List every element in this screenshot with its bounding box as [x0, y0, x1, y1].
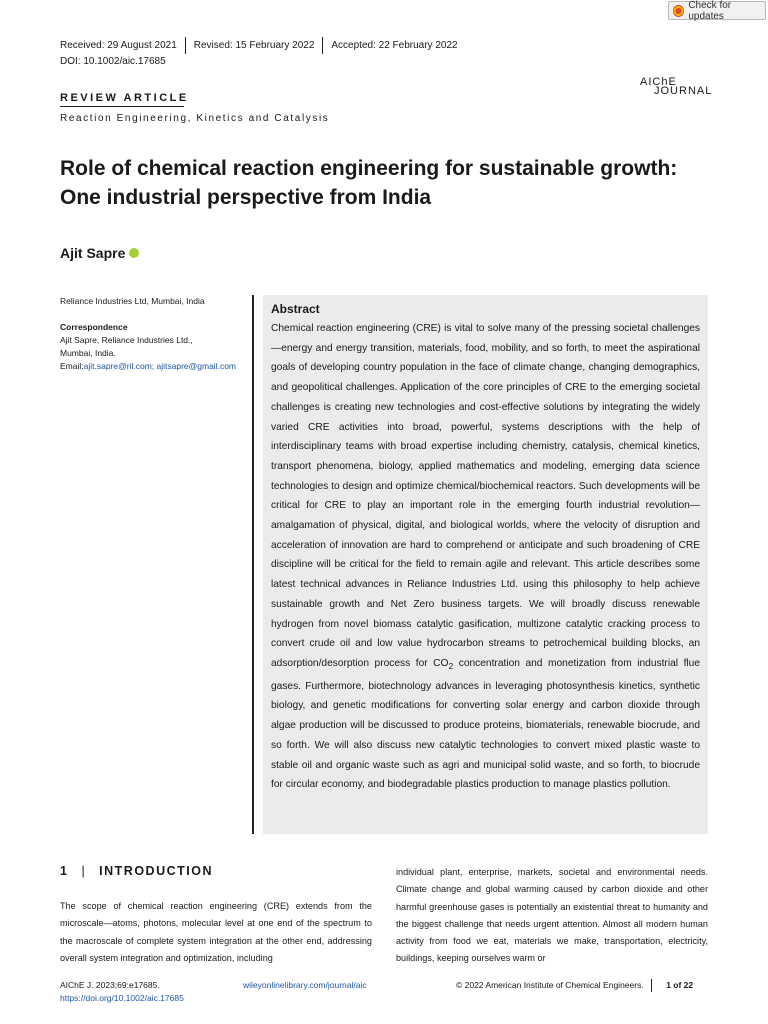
check-for-updates-button[interactable] [668, 1, 766, 20]
co2-subscript: 2 [448, 660, 454, 671]
section-number: 1 [60, 864, 69, 878]
email-link-2[interactable]: ajitsapre@gmail.com [156, 361, 237, 371]
abstract-heading: Abstract [271, 302, 320, 316]
footer-doi-link[interactable]: https://doi.org/10.1002/aic.17685 [60, 993, 184, 1003]
footer-copyright: © 2022 American Institute of Chemical Engineers. [456, 980, 644, 990]
footer-citation: AIChE J. 2023;69:e17685. [60, 980, 160, 990]
correspondence-line-1: Ajit Sapre, Reliance Industries Ltd., [60, 335, 193, 345]
logo-line-1: AIChE [640, 76, 677, 88]
journal-logo [640, 78, 712, 96]
accepted-date: Accepted: 22 February 2022 [331, 40, 458, 51]
email-label: Email: [60, 361, 84, 371]
journal-section: Reaction Engineering, Kinetics and Catalysis [60, 113, 330, 124]
email-link-1[interactable]: ajit.sapre@ril.com [83, 361, 152, 371]
check-for-updates-label: Check for updates [688, 0, 732, 22]
doi: DOI: 10.1002/aic.17685 [60, 56, 166, 67]
correspondence-email [60, 360, 250, 373]
abstract-text-part-2: concentration and monetization from industrial flue gases. Furthermore, biotechnology advances in leveraging photosynthesis kinetics, synthetic biology, and genetic modifications for converting solar energy and carbon dioxide through algae production will be discussed to produce proteins, biomaterials, renewable biocrude, and so forth. We will also discuss new catalytic technologies to convert mixed plastic waste to stable oil and organic waste such as agri and municipal solid waste, and so forth, to biocrude for circular economy, and biodegradable plastics production to manage plastics pollution. [271, 657, 700, 791]
abstract-text [271, 319, 700, 795]
author-name[interactable]: Ajit Sapre [60, 245, 126, 261]
crossmark-icon [673, 5, 684, 17]
revised-date: Revised: 15 February 2022 [193, 40, 315, 51]
date-divider [185, 37, 186, 54]
correspondence-line-2: Mumbai, India. [60, 348, 116, 358]
abstract-text-part-1: Chemical reaction engineering (CRE) is vital to solve many of the pressing societal challenges—energy and energy transition, materials, food, mobility, and so forth, to meet the aspirational goals of developing country population in the face of climate change, changing demographics, and geopolitical challenges. Application of the core principles of CRE to the emerging societal challenges is creating new technologies and cost-effective solutions by integrating the widely varied CRE activities into broad, powerful, systems descriptions with the help of interdisciplinary teams with broad expertise including chemistry, catalysis, chemical kinetics, transport phenomena, biology, applied mathematics and modeling, emerging data science technologies to design and optimize chemical/biochemical reactors. Such developments will be critical for CRE to play an important role in the emerging fourth industrial revolution—amalgamation of physical, digital, and biological worlds, where the velocity of disruption and acceleration of innovation are hard to comprehend or anticipate and such broadening of CRE discipline will be critical for the field to remain agile and relevant. This article describes some latest technical advances in Reliance Industries Ltd. using this philosophy to help achieve sustainable growth and Net Zero business targets. We will broadly discuss renewable hydrogen from novel biomass catalytic gasification, multizone catalytic cracking process to convert crude oil and low value hydrocarbon streams to petrochemical building blocks, an adsorption/desorption process for CO [271, 323, 700, 669]
footer-divider [651, 979, 653, 992]
date-divider [322, 37, 323, 54]
page-number: 1 of 22 [666, 980, 694, 990]
intro-left-column: The scope of chemical reaction engineering (CRE) extends from the microscale—atoms, photons, molecular level at one end of the spectrum to the macroscale of complete system integration at the other end, addressing overall system integration and optimization, including [60, 901, 372, 963]
orcid-icon[interactable] [129, 248, 139, 258]
footer-citation-block [60, 979, 184, 1005]
section-divider: | [81, 864, 87, 878]
correspondence-block [60, 321, 250, 373]
intro-right-column: individual plant, enterprise, markets, societal and environmental needs. Climate change and global warming caused by carbon dioxide and other harmful greenhouse gases is potentially an existential threat to humanity and the biggest challenge that needs urgent attention. Almost all modern human activity from food we eat, materials we make, transportation, electricity, buildings, keeping ourselves warm or [396, 867, 708, 964]
logo-line-2: JOURNAL [654, 85, 713, 97]
article-type-underline [60, 106, 184, 107]
author-line [60, 245, 139, 261]
footer-right [456, 979, 693, 992]
section-title: INTRODUCTION [99, 864, 213, 878]
correspondence-heading: Correspondence [60, 322, 128, 332]
footer-journal-link[interactable]: wileyonlinelibrary.com/journal/aic [243, 980, 367, 990]
article-type: REVIEW ARTICLE [60, 92, 189, 104]
abstract-bar [252, 295, 254, 834]
affiliation: Reliance Industries Ltd, Mumbai, India [60, 296, 205, 306]
article-title: Role of chemical reaction engineering for sustainable growth: One industrial perspective from India [60, 157, 678, 209]
article-dates [60, 37, 458, 54]
intro-heading [60, 864, 213, 878]
received-date: Received: 29 August 2021 [60, 40, 177, 51]
email-separator: ; [151, 361, 157, 371]
